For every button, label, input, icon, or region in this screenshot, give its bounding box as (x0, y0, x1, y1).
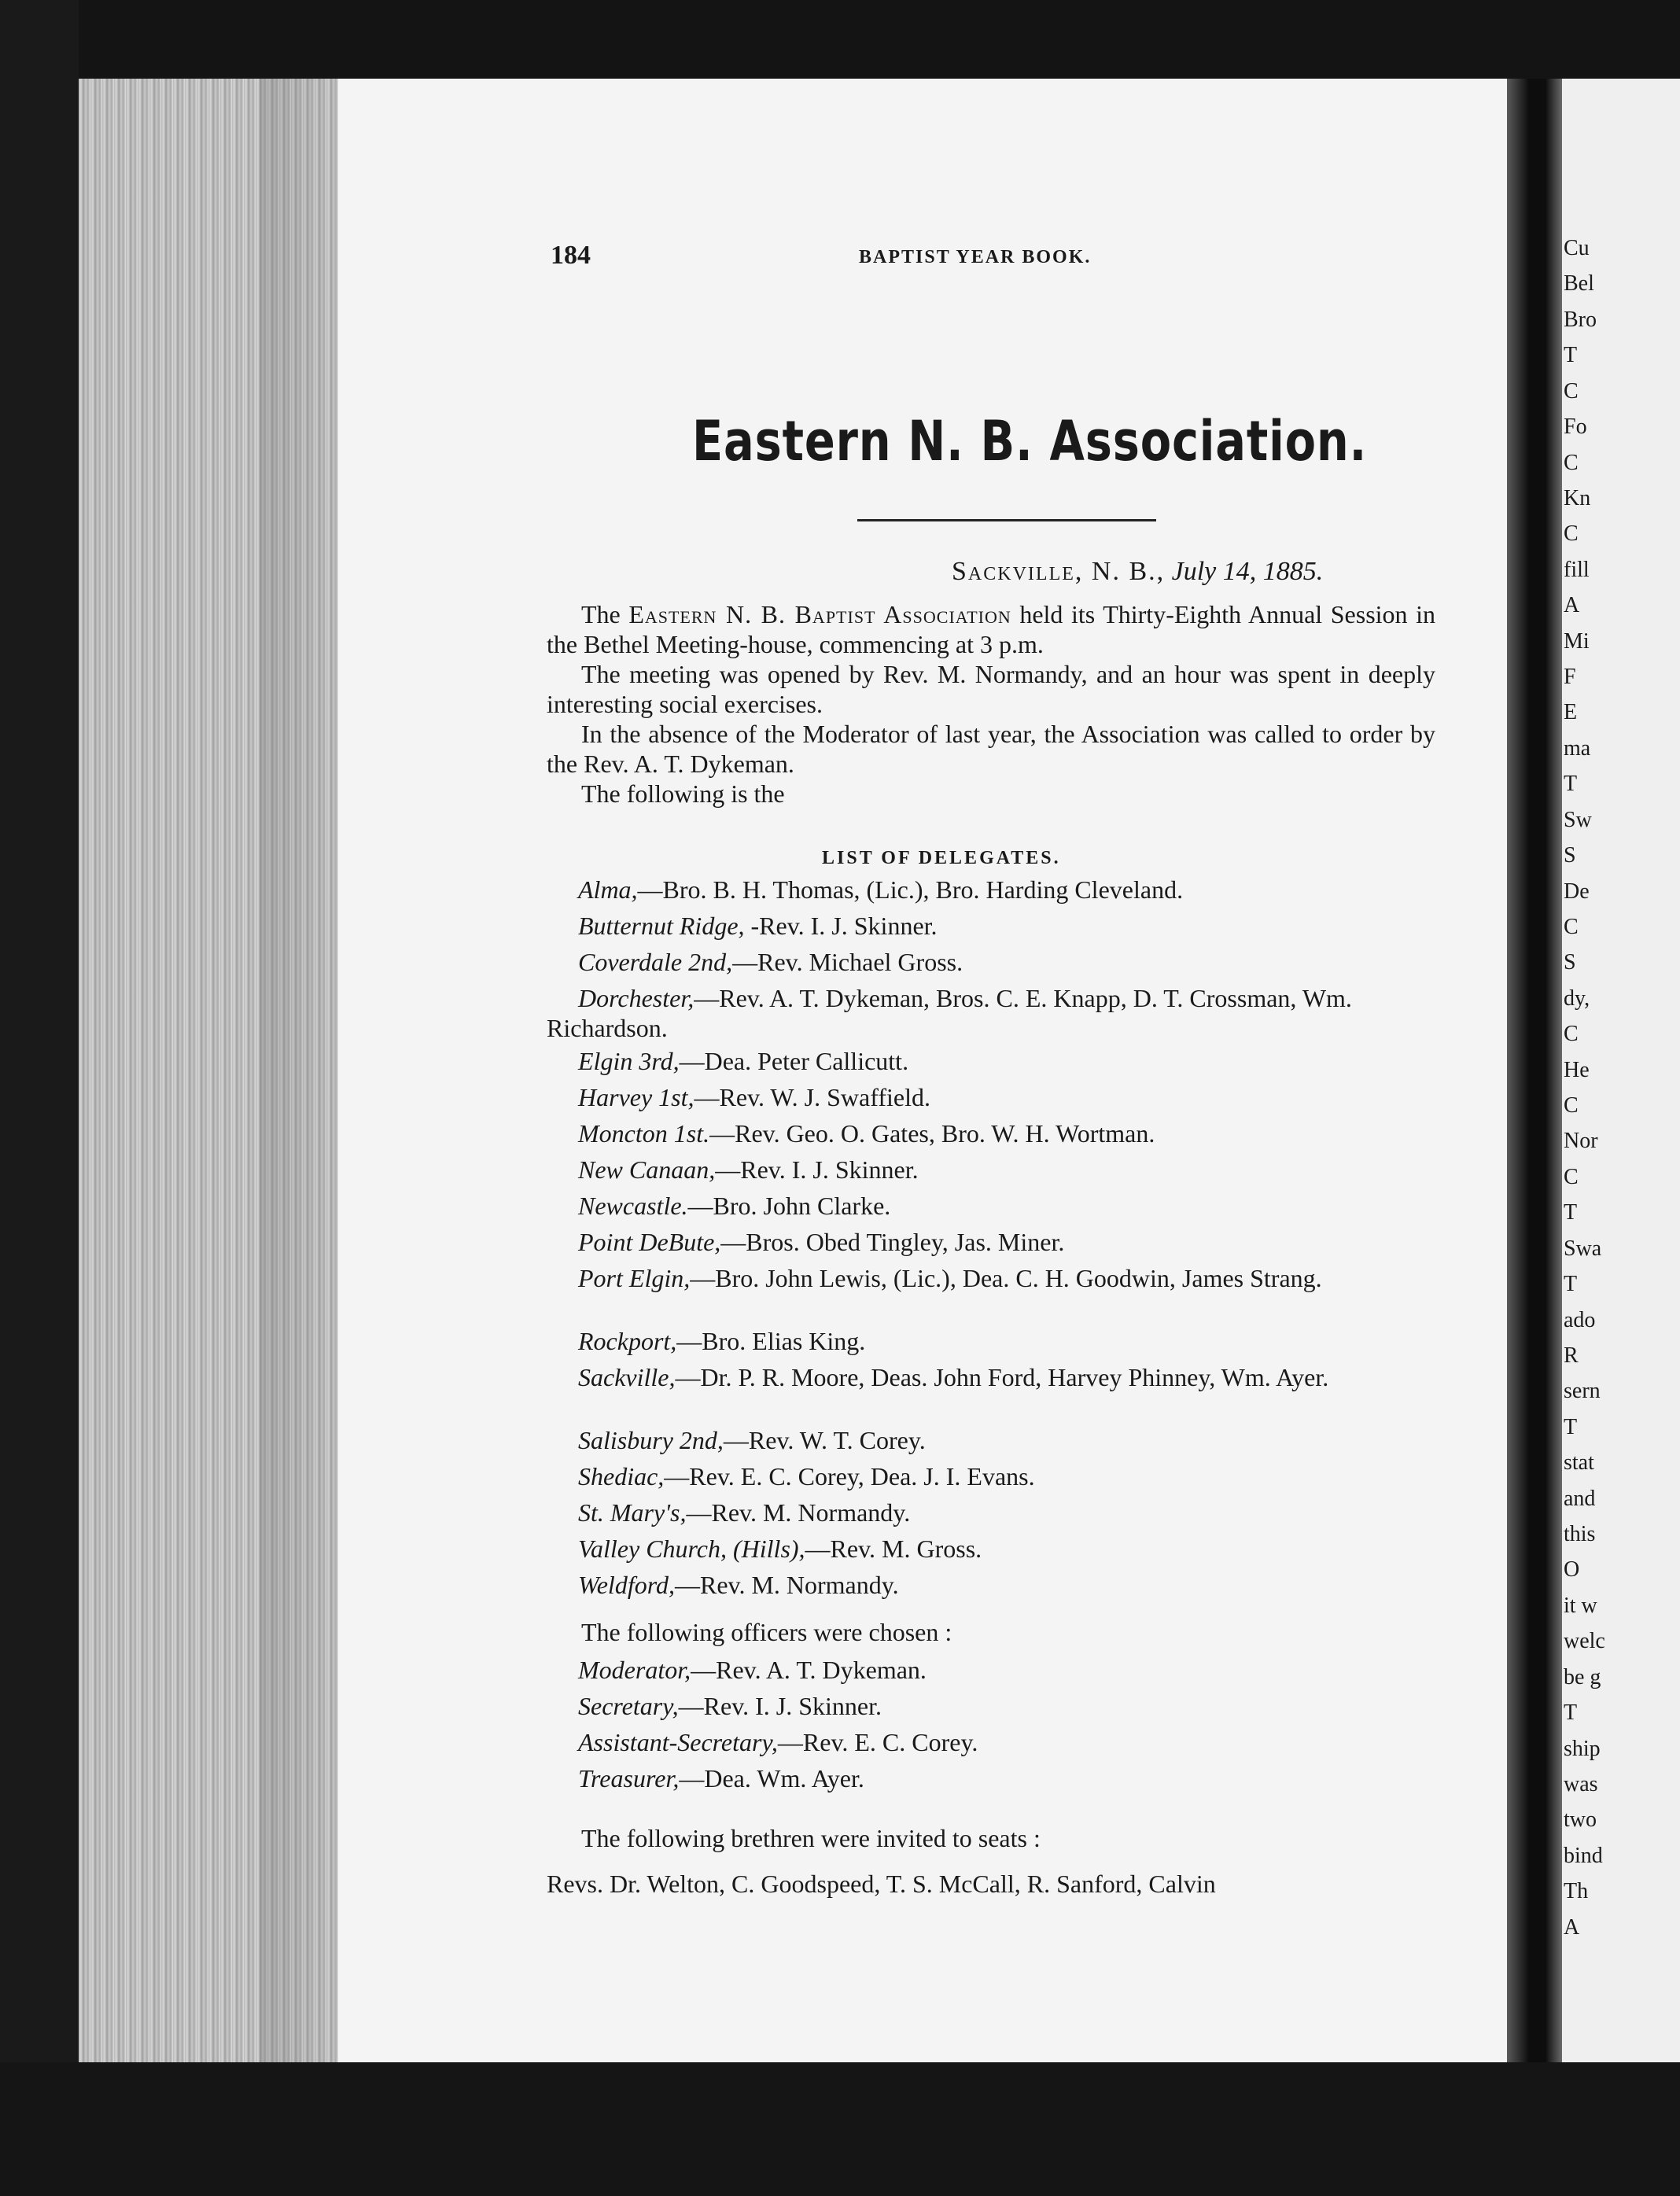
entry-label: New Canaan, (578, 1155, 716, 1184)
officer-entry (547, 1655, 1435, 1685)
entry-names: —Rev. W. T. Corey. (723, 1426, 926, 1454)
facing-page-text: De (1564, 879, 1590, 904)
entry-label: Weldford, (578, 1571, 675, 1599)
facing-page-text: T (1564, 1700, 1578, 1725)
delegate-entry (547, 1362, 1435, 1392)
facing-page-text: be g (1564, 1665, 1601, 1689)
entry-label: Salisbury 2nd, (578, 1426, 724, 1454)
facing-page-text: Nor (1564, 1129, 1598, 1153)
entry-label: Treasurer, (578, 1764, 680, 1793)
facing-page-text: ado (1564, 1308, 1596, 1332)
entry-names: —Rev. M. Gross. (805, 1535, 982, 1563)
entry-names: —Dr. P. R. Moore, Deas. John Ford, Harvey Phinney, Wm. Ayer. (675, 1363, 1329, 1391)
entry-label: Shediac, (578, 1462, 665, 1490)
facing-page-text: C (1564, 1093, 1579, 1118)
entry-label: Dorchester, (578, 984, 694, 1012)
facing-page-text: stat (1564, 1450, 1594, 1475)
delegate-entry (547, 911, 1435, 941)
paragraph-1-post: held its Thirty-Eighth Annual Session in the Bethel Meeting-house, commencing at 3 p.m. (547, 600, 1436, 658)
facing-page-text: Swa (1564, 1236, 1602, 1261)
entry-names: —Rev. Geo. O. Gates, Bro. W. H. Wortman. (709, 1119, 1155, 1148)
association-name: Eastern N. B. Baptist Association (628, 600, 1011, 628)
facing-page-text: A (1564, 593, 1580, 617)
paragraph-3: In the absence of the Moderator of last year, the Association was called to order by the Rev. A. T. Dykeman. (547, 720, 1435, 778)
facing-page-text: and (1564, 1487, 1596, 1511)
entry-label: Sackville, (578, 1363, 676, 1391)
entry-names: —Bro. John Clarke. (687, 1192, 891, 1220)
facing-page-text: A (1564, 1915, 1580, 1940)
paragraph-1 (547, 599, 1435, 659)
page-number: 184 (551, 241, 591, 270)
entry-label: Coverdale 2nd, (578, 948, 733, 976)
delegates-heading: LIST OF DELEGATES. (822, 848, 1061, 868)
dateline (952, 557, 1323, 587)
delegate-entry (547, 1082, 1435, 1112)
entry-label: Point DeBute, (578, 1228, 721, 1256)
entry-names: —Rev. W. J. Swaffield. (694, 1083, 930, 1111)
entry-label: Rockport, (578, 1327, 677, 1355)
entry-names: —Dea. Peter Callicutt. (679, 1047, 909, 1075)
paragraph-1-pre: The (581, 600, 629, 628)
entry-names: -Rev. I. J. Skinner. (744, 912, 938, 940)
microfilm-frame-top (0, 0, 1680, 79)
facing-page-text: C (1564, 521, 1579, 546)
facing-page-text: Cu (1564, 236, 1590, 260)
facing-page-text: bind (1564, 1844, 1603, 1868)
delegate-entry (547, 1155, 1435, 1185)
entry-label: St. Mary's, (578, 1498, 687, 1527)
facing-page-text: C (1564, 1165, 1579, 1189)
facing-page-text: He (1564, 1058, 1590, 1082)
facing-page-fragment (1562, 79, 1680, 2062)
facing-page-text: C (1564, 379, 1579, 403)
entry-names: —Bros. Obed Tingley, Jas. Miner. (720, 1228, 1065, 1256)
entry-label: Butternut Ridge, (578, 912, 745, 940)
invited-line: Revs. Dr. Welton, C. Goodspeed, T. S. McCall, R. Sanford, Calvin (547, 1870, 1216, 1898)
entry-label: Port Elgin, (578, 1264, 691, 1292)
book-gutter (1507, 79, 1562, 2062)
delegate-entry (547, 1498, 1435, 1527)
running-head: BAPTIST YEAR BOOK. (859, 247, 1092, 267)
entry-label: Elgin 3rd, (578, 1047, 680, 1075)
entry-names: —Rev. Michael Gross. (732, 948, 963, 976)
facing-page-text: Bro (1564, 308, 1597, 332)
entry-names: —Bro. John Lewis, (Lic.), Dea. C. H. Goodwin, James Strang. (690, 1264, 1322, 1292)
entry-names: —Rev. M. Normandy. (686, 1498, 911, 1527)
delegate-entry (547, 1191, 1435, 1221)
delegate-entry (547, 1326, 1435, 1356)
facing-page-text: C (1564, 1022, 1579, 1046)
delegate-entry (547, 947, 1435, 977)
facing-page-text: C (1564, 915, 1579, 939)
officer-entry (547, 1691, 1435, 1721)
dateline-date: July 14, 1885. (1171, 557, 1324, 586)
facing-page-text: fill (1564, 558, 1590, 582)
facing-page-text: Sw (1564, 808, 1592, 832)
delegate-entry (547, 875, 1435, 905)
invited-intro: The following brethren were invited to seats : (581, 1824, 1041, 1852)
delegate-entry (547, 1046, 1435, 1076)
entry-label: Moderator, (578, 1656, 691, 1684)
facing-page-text: Mi (1564, 629, 1590, 654)
facing-page-text: Kn (1564, 486, 1591, 510)
entry-names: —Rev. M. Normandy. (674, 1571, 899, 1599)
delegate-entry (547, 1570, 1435, 1600)
entry-label: Assistant-Secretary, (578, 1728, 778, 1756)
facing-page-text: R (1564, 1343, 1579, 1368)
entry-names: —Rev. A. T. Dykeman, Bros. C. E. Knapp, D. T. Crossman, Wm. Richardson. (547, 984, 1352, 1042)
entry-names: —Rev. I. J. Skinner. (678, 1692, 882, 1720)
facing-page-text: S (1564, 950, 1576, 975)
page-title: Eastern N. B. Association. (692, 409, 1368, 473)
facing-page-text: sern (1564, 1379, 1601, 1403)
paragraph-2: The meeting was opened by Rev. M. Normandy, and an hour was spent in deeply interesting social exercises. (547, 660, 1435, 718)
facing-page-text: E (1564, 700, 1578, 724)
facing-page-text: T (1564, 1200, 1578, 1225)
paragraph-4: The following is the (581, 779, 785, 808)
facing-page-text: Bel (1564, 271, 1594, 296)
microfilm-frame-left (0, 0, 79, 2196)
facing-page-text: O (1564, 1557, 1580, 1582)
facing-page-text: T (1564, 772, 1578, 796)
facing-page-text: ship (1564, 1737, 1601, 1761)
entry-label: Newcastle. (578, 1192, 688, 1220)
entry-label: Valley Church, (Hills), (578, 1535, 805, 1563)
entry-label: Secretary, (578, 1692, 679, 1720)
page-edge-shadow (260, 79, 338, 2062)
delegate-entry (547, 1534, 1435, 1564)
facing-page-text: was (1564, 1772, 1598, 1796)
entry-label: Moncton 1st. (578, 1119, 710, 1148)
delegate-entry (547, 1461, 1435, 1491)
microfilm-frame-bottom (0, 2062, 1680, 2196)
facing-page-text: dy, (1564, 986, 1590, 1011)
facing-page-text: welc (1564, 1629, 1605, 1653)
facing-page-text: T (1564, 343, 1578, 367)
facing-page-text: this (1564, 1522, 1596, 1546)
delegate-entry (547, 983, 1435, 1043)
facing-page-text: Th (1564, 1879, 1589, 1903)
facing-page-text: Fo (1564, 415, 1587, 439)
dateline-place: Sackville, N. B., (952, 557, 1166, 586)
entry-label: Alma, (578, 875, 638, 904)
entry-label: Harvey 1st, (578, 1083, 694, 1111)
officer-entry (547, 1763, 1435, 1793)
delegate-entry (547, 1118, 1435, 1148)
facing-page-text: ma (1564, 736, 1591, 761)
entry-names: —Bro. B. H. Thomas, (Lic.), Bro. Harding Cleveland. (637, 875, 1184, 904)
entry-names: —Rev. E. C. Corey, Dea. J. I. Evans. (664, 1462, 1035, 1490)
delegate-entry (547, 1425, 1435, 1455)
entry-names: —Rev. A. T. Dykeman. (691, 1656, 927, 1684)
facing-page-text: T (1564, 1415, 1578, 1439)
delegate-entry (547, 1227, 1435, 1257)
facing-page-text: F (1564, 665, 1576, 689)
officers-intro: The following officers were chosen : (581, 1618, 952, 1646)
facing-page-text: C (1564, 451, 1579, 475)
entry-names: —Bro. Elias King. (676, 1327, 866, 1355)
facing-page-text: it w (1564, 1594, 1597, 1618)
officer-entry (547, 1727, 1435, 1757)
entry-names: —Rev. I. J. Skinner. (715, 1155, 919, 1184)
entry-names: —Rev. E. C. Corey. (777, 1728, 978, 1756)
facing-page-text: T (1564, 1272, 1578, 1296)
facing-page-text: two (1564, 1807, 1597, 1832)
facing-page-text: S (1564, 843, 1576, 868)
delegate-entry (547, 1263, 1435, 1293)
entry-names: —Dea. Wm. Ayer. (679, 1764, 864, 1793)
title-rule (857, 519, 1156, 521)
